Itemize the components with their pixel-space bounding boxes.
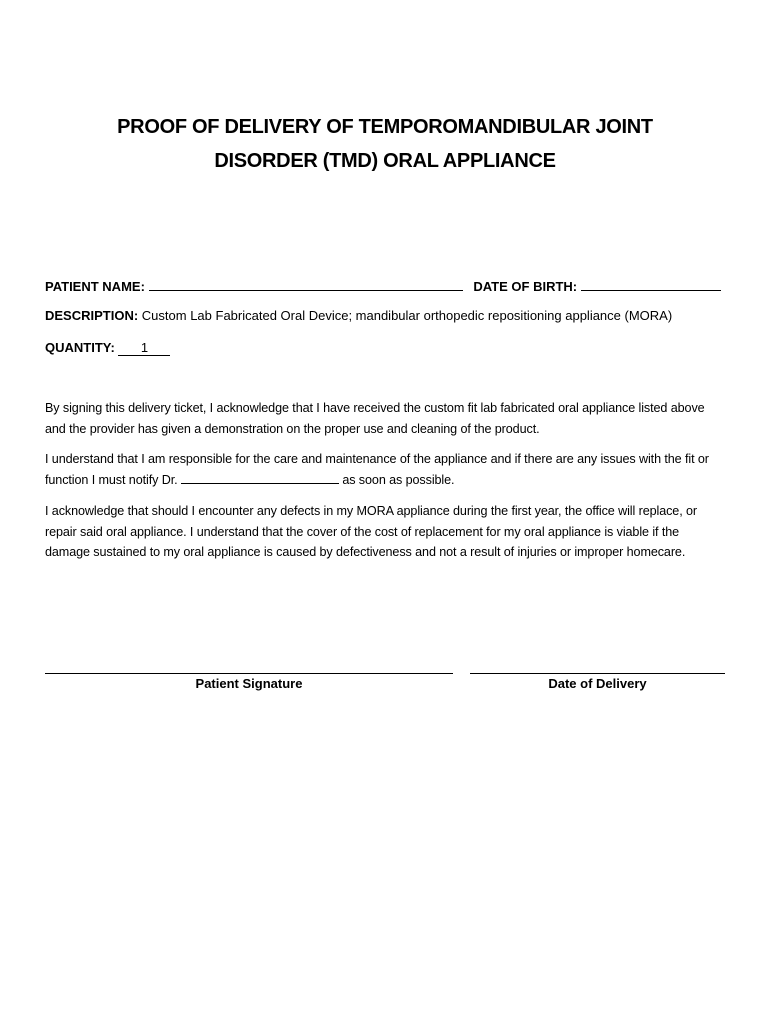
date-of-birth-label: DATE OF BIRTH: (473, 279, 578, 294)
paragraph-2-start: I understand that I am responsible for the care and maintenance of the appliance and if there are any issues with the fit or function I must notify Dr. (45, 452, 709, 487)
patient-signature-label: Patient Signature (195, 676, 303, 691)
date-of-delivery-label: Date of Delivery (548, 676, 647, 691)
date-of-birth-field[interactable] (581, 277, 721, 291)
date-of-delivery-line[interactable] (470, 673, 725, 674)
doctor-name-field[interactable] (181, 470, 339, 484)
acknowledgement-paragraph-2 (45, 449, 725, 490)
acknowledgement-paragraph-3: I acknowledge that should I encounter any defects in my MORA appliance during the first year, the office will replace, or repair said oral appliance. I understand that the cover of the cost of replacement for my oral appliance is viable if the damage sustained to my oral appliance is caused by defectiveness and not a result of injuries or improper homecare. (45, 504, 697, 559)
description-label: DESCRIPTION: (45, 308, 139, 323)
description-row (45, 308, 672, 323)
acknowledgement-paragraph-1: By signing this delivery ticket, I acknowledge that I have received the custom fit lab fabricated oral appliance listed above and the provider has given a demonstration on the proper use and cleaning of the product. (45, 401, 705, 436)
title-line-1: PROOF OF DELIVERY OF TEMPOROMANDIBULAR JOINT (117, 116, 653, 138)
patient-signature-line[interactable] (45, 673, 453, 674)
quantity-label: QUANTITY: (45, 340, 115, 355)
patient-info-row (45, 277, 721, 294)
patient-name-label: PATIENT NAME: (45, 279, 145, 294)
title-line-2: DISORDER (TMD) ORAL APPLIANCE (214, 150, 556, 172)
document-title (60, 110, 710, 178)
paragraph-2-end: as soon as possible. (342, 472, 455, 487)
description-value: Custom Lab Fabricated Oral Device; mandibular orthopedic repositioning appliance (MORA) (141, 308, 673, 323)
quantity-row (45, 340, 170, 356)
quantity-field[interactable]: 1 (118, 341, 170, 356)
patient-name-field[interactable] (149, 277, 463, 291)
